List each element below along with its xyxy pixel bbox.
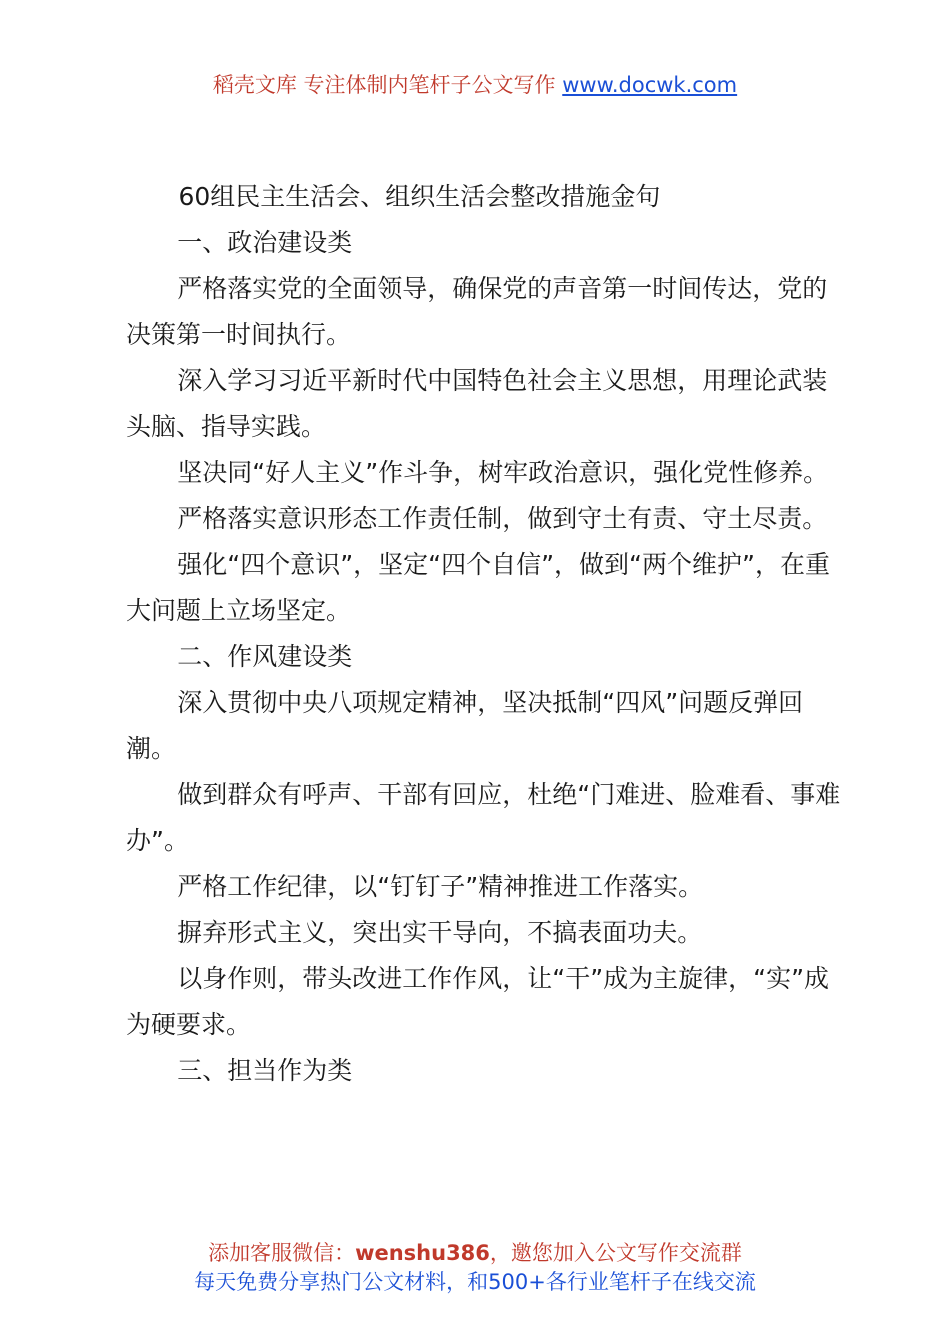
- paragraph: 深入学习习近平新时代中国特色社会主义思想，用理论武装头脑、指导实践。: [126, 366, 828, 441]
- section-heading: 二、作风建设类: [177, 642, 353, 671]
- paragraph: 严格落实意识形态工作责任制，做到守土有责、守土尽责。: [177, 504, 828, 533]
- paragraph: 以身作则，带头改进工作作风，让“干”成为主旋律，“实”成为硬要求。: [126, 964, 830, 1039]
- wechat-id: wenshu386: [355, 1241, 490, 1265]
- footer-line-2: 每天免费分享热门公文材料，和500+各行业笔杆子在线交流: [194, 1270, 756, 1294]
- paragraph: 深入贯彻中央八项规定精神，坚决抵制“四风”问题反弹回潮。: [126, 688, 804, 763]
- page-header: [0, 70, 950, 100]
- footer-prefix: 添加客服微信：: [208, 1241, 356, 1265]
- footer-line-1: [0, 1239, 950, 1268]
- document-body: [126, 174, 841, 1094]
- paragraph: 严格落实党的全面领导，确保党的声音第一时间传达，党的决策第一时间执行。: [126, 274, 828, 349]
- header-brand: 稻壳文库 专注体制内笔杆子公文写作: [212, 73, 556, 97]
- paragraph: 严格工作纪律，以“钉钉子”精神推进工作落实。: [177, 872, 704, 901]
- page-footer: [0, 1239, 950, 1297]
- paragraph: 强化“四个意识”，坚定“四个自信”，做到“两个维护”，在重大问题上立场坚定。: [126, 550, 830, 625]
- paragraph: 做到群众有呼声、干部有回应，杜绝“门难进、脸难看、事难办”。: [126, 780, 841, 855]
- section-heading: 一、政治建设类: [177, 228, 353, 257]
- section-heading: 三、担当作为类: [177, 1056, 353, 1085]
- header-link[interactable]: www.docwk.com: [562, 73, 738, 97]
- paragraph: 坚决同“好人主义”作斗争，树牢政治意识，强化党性修养。: [177, 458, 829, 487]
- paragraph: 摒弃形式主义，突出实干导向，不搞表面功夫。: [177, 918, 703, 947]
- footer-suffix: ，邀您加入公文写作交流群: [489, 1241, 742, 1265]
- document-title: 60组民主生活会、组织生活会整改措施金句: [178, 182, 661, 211]
